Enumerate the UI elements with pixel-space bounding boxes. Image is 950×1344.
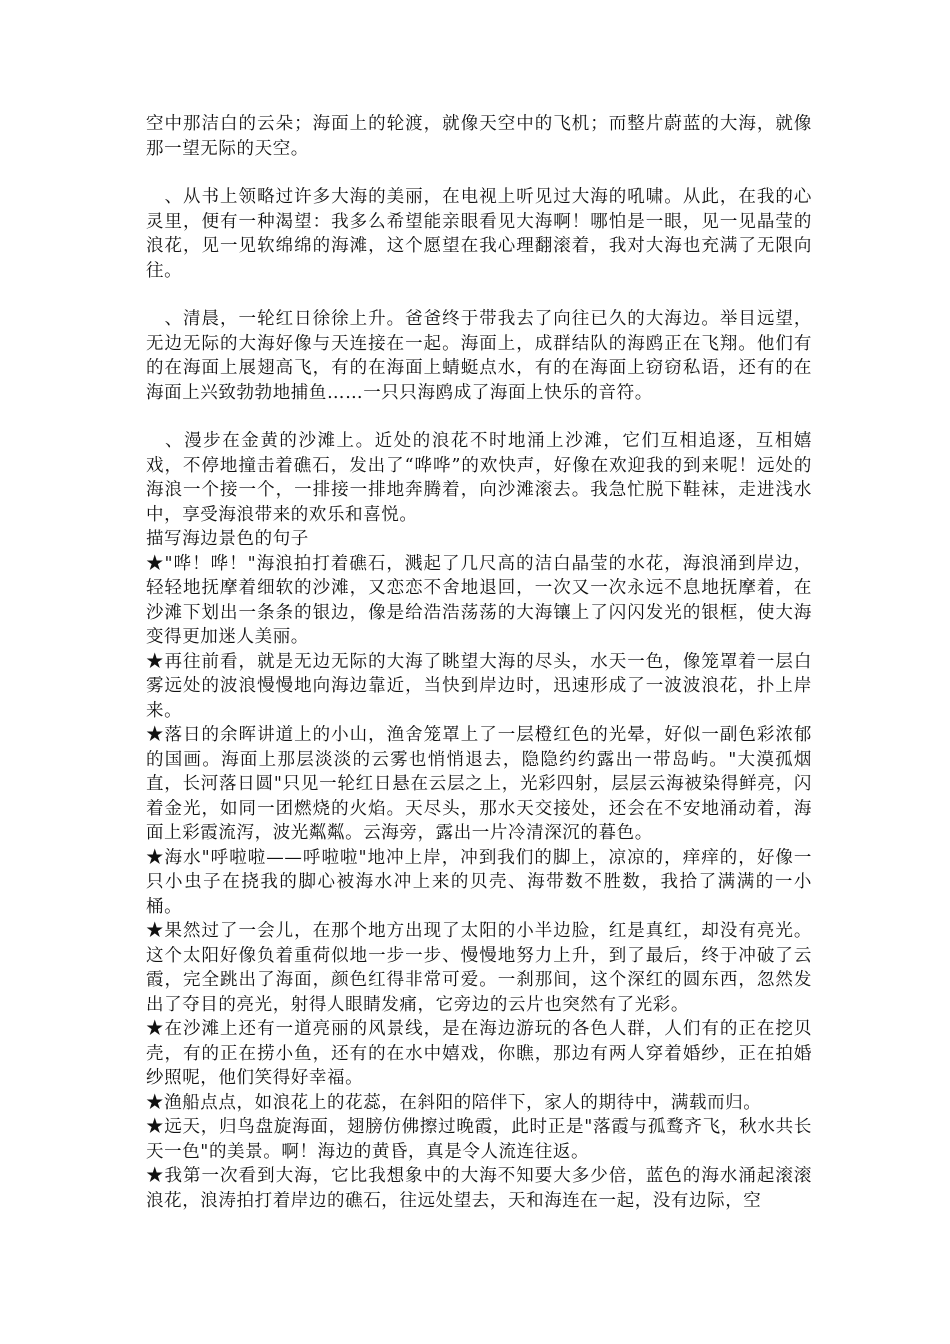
list-item: ★落日的余晖讲道上的小山，渔舍笼罩上了一层橙红色的光晕，好似一副色彩浓郁的国画。海面上那层淡淡的云雾也悄悄退去，隐隐约约露出一带岛屿。"大漠孤烟直，长河落日圆"只见一轮红日悬在云层之上，光彩四射，层层云海被染得鲜亮，闪着金光，如同一团燃烧的火焰。天尽头，那水天交接处，还会在不安地涌动着，海面上彩霞流泻，波光粼粼。云海旁，露出一片冷清深沉的暮色。 xyxy=(146,725,812,843)
list-item: ★果然过了一会儿，在那个地方出现了太阳的小半边脸，红是真红，却没有亮光。这个太阳好像负着重荷似地一步一步、慢慢地努力上升，到了最后，终于冲破了云霞，完全跳出了海面，颜色红得非常可爱。一刹那间，这个深红的圆东西，忽然发出了夺目的亮光，射得人眼睛发痛，它旁边的云片也突然有了光彩。 xyxy=(146,921,812,1015)
list-item: ★"哗！哗！"海浪拍打着礁石，溅起了几尺高的洁白晶莹的水花，海浪涌到岸边，轻轻地抚摩着细软的沙滩，又恋恋不舍地退回，一次又一次永远不息地抚摩着，在沙滩下划出一条条的银边，像是给浩浩荡荡的大海镶上了闪闪发光的银框，使大海变得更加迷人美丽。 xyxy=(146,553,812,647)
section-heading: 描写海边景色的句子 xyxy=(146,529,309,549)
intro-paragraph-2: 、从书上领略过许多大海的美丽，在电视上听见过大海的吼啸。从此，在我的心灵里，便有一种渴望：我多么希望能亲眼看见大海啊！哪怕是一眼，见一见晶莹的浪花，见一见软绵绵的海滩，这个愿望在我心理翻滚着，我对大海也充满了无限向往。 xyxy=(146,187,812,281)
list-item: ★在沙滩上还有一道亮丽的风景线，是在海边游玩的各色人群，人们有的正在挖贝壳，有的正在捞小鱼，还有的在水中嬉戏，你瞧，那边有两人穿着婚纱，正在拍婚纱照呢，他们笑得好幸福。 xyxy=(146,1019,812,1088)
document-page xyxy=(146,112,812,1213)
intro-paragraph-4: 、漫步在金黄的沙滩上。近处的浪花不时地涌上沙滩，它们互相追逐，互相嬉戏，不停地撞击着礁石，发出了“哗哗”的欢快声，好像在欢迎我的到来呢！远处的海浪一个接一个，一排接一排地奔腾着，向沙滩滚去。我急忙脱下鞋袜，走进浅水中，享受海浪带来的欢乐和喜悦。 xyxy=(146,431,812,525)
list-item: ★再往前看，就是无边无际的大海了眺望大海的尽头，水天一色，像笼罩着一层白雾远处的波浪慢慢地向海边靠近，当快到岸边时，迅速形成了一波波浪花，扑上岸来。 xyxy=(146,651,812,721)
list-item: ★远天，归鸟盘旋海面，翅膀仿佛擦过晚霞，此时正是"落霞与孤鹜齐飞，秋水共长天一色"的美景。啊！海边的黄昏，真是令人流连往返。 xyxy=(146,1117,812,1162)
list-item: ★我第一次看到大海，它比我想象中的大海不知要大多少倍，蓝色的海水涌起滚滚浪花，浪涛拍打着岸边的礁石，往远处望去，天和海连在一起，没有边际，空 xyxy=(146,1166,812,1211)
list-item: ★海水"呼啦啦——呼啦啦"地冲上岸，冲到我们的脚上，凉凉的，痒痒的，好像一只小虫子在挠我的脚心被海水冲上来的贝壳、海带数不胜数，我拾了满满的一小桶。 xyxy=(146,847,812,917)
intro-paragraph-3: 、清晨，一轮红日徐徐上升。爸爸终于带我去了向往已久的大海边。举目远望，无边无际的大海好像与天连接在一起。海面上，成群结队的海鸥正在飞翔。他们有的在海面上展翅高飞，有的在海面上蜻蜓点水，有的在海面上窃窃私语，还有的在海面上兴致勃勃地捕鱼……一只只海鸥成了海面上快乐的音符。 xyxy=(146,309,812,403)
list-item: ★渔船点点，如浪花上的花蕊，在斜阳的陪伴下，家人的期待中，满载而归。 xyxy=(146,1092,762,1113)
intro-paragraph-1: 空中那洁白的云朵；海面上的轮渡，就像天空中的飞机；而整片蔚蓝的大海，就像那一望无际的天空。 xyxy=(146,114,812,159)
